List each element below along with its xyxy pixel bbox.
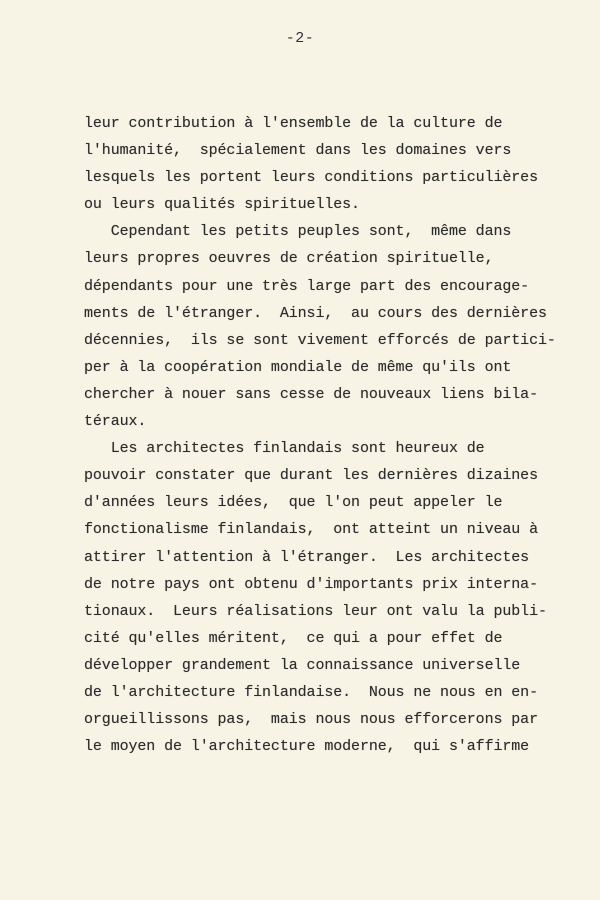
text-line: lesquels les portent leurs conditions particulières (84, 169, 538, 187)
text-line: ou leurs qualités spirituelles. (84, 196, 360, 214)
text-line: Les architectes finlandais sont heureux de (84, 440, 485, 458)
text-line: leurs propres oeuvres de création spirituelle, (84, 250, 494, 268)
text-line: le moyen de l'architecture moderne, qui s'affirme (84, 738, 530, 756)
text-line: Cependant les petits peuples sont, même dans (84, 223, 512, 241)
text-line: cité qu'elles méritent, ce qui a pour effet de (84, 629, 503, 647)
text-line: téraux. (84, 413, 147, 431)
text-line: décennies, ils se sont vivement efforcés de partici- (84, 331, 556, 349)
text-line: tionaux. Leurs réalisations leur ont valu la publi- (84, 602, 547, 620)
text-line: de l'architecture finlandaise. Nous ne nous en en- (84, 683, 538, 701)
text-line: dépendants pour une très large part des encourage- (84, 277, 530, 295)
text-line: d'années leurs idées, que l'on peut appeler le (84, 494, 503, 512)
text-line: ments de l'étranger. Ainsi, au cours des dernières (84, 304, 547, 322)
text-line: orgueillissons pas, mais nous nous efforcerons par (84, 711, 538, 729)
body-text (84, 110, 594, 760)
text-line: pouvoir constater que durant les dernières dizaines (84, 467, 538, 485)
text-line: attirer l'attention à l'étranger. Les architectes (84, 548, 530, 566)
text-line: leur contribution à l'ensemble de la culture de (84, 115, 503, 132)
text-line: développer grandement la connaissance universelle (84, 656, 521, 674)
text-line: de notre pays ont obtenu d'importants prix interna- (84, 575, 538, 593)
page-number: -2- (285, 30, 315, 47)
text-line: chercher à nouer sans cesse de nouveaux liens bila- (84, 385, 538, 403)
text-line: per à la coopération mondiale de même qu'ils ont (84, 358, 512, 376)
text-line: l'humanité, spécialement dans les domaines vers (84, 142, 512, 160)
text-line: fonctionalisme finlandais, ont atteint un niveau à (84, 521, 538, 539)
